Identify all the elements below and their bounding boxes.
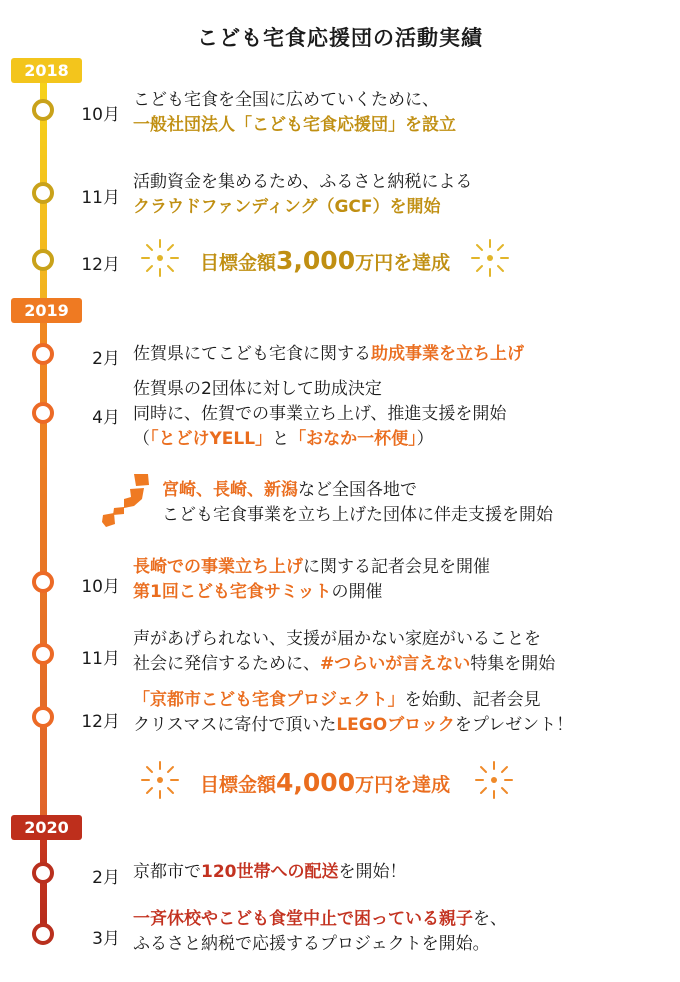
event-text: 「京都市こども宅食プロジェクト」を始動、記者会見 クリスマスに寄付で頂いたLEGOブロックをプレゼント！ bbox=[133, 690, 574, 735]
event-text: 長崎での事業立ち上げに関する記者会見を開催 第1回こども宅食サミットの開催 bbox=[133, 557, 490, 602]
page-title: こども宅食応援団の活動実績 bbox=[197, 26, 483, 50]
sparkle-icon bbox=[474, 760, 514, 800]
japan-map-icon bbox=[100, 472, 152, 528]
timeline-dot bbox=[32, 249, 54, 271]
achievement-text: 目標金額4,000万円を達成 bbox=[200, 768, 451, 797]
event-text: 一斉休校やこども食堂中止で困っている親子を、 ふるさと納税で応援するプロジェクトを開始。 bbox=[133, 909, 507, 954]
timeline-dot bbox=[32, 343, 54, 365]
event-text: 活動資金を集めるため、ふるさと納税による クラウドファンディング（GCF）を開始 bbox=[133, 172, 473, 217]
timeline-dot bbox=[32, 99, 54, 121]
timeline-dot bbox=[32, 571, 54, 593]
month-label: 10月 bbox=[81, 577, 120, 597]
timeline-dot bbox=[32, 643, 54, 665]
year-label-2018: 2018 bbox=[11, 58, 82, 83]
year-label-2019: 2019 bbox=[11, 298, 82, 323]
month-label: 12月 bbox=[81, 255, 120, 275]
month-label: 10月 bbox=[81, 105, 120, 125]
timeline-dot bbox=[32, 402, 54, 424]
month-label: 12月 bbox=[81, 712, 120, 732]
year-label-2020: 2020 bbox=[11, 815, 82, 840]
timeline-dot bbox=[32, 182, 54, 204]
sparkle-icon bbox=[470, 238, 510, 278]
event-text: 宮崎、長崎、新潟など全国各地で こども宅食事業を立ち上げた団体に伴走支援を開始 bbox=[162, 480, 553, 525]
event-text: こども宅食を全国に広めていくために、 一般社団法人「こども宅食応援団」を設立 bbox=[133, 90, 456, 135]
sparkle-icon bbox=[140, 238, 180, 278]
month-label: 2月 bbox=[92, 868, 120, 888]
month-label: 2月 bbox=[92, 349, 120, 369]
achievement-text: 目標金額3,000万円を達成 bbox=[200, 246, 451, 275]
month-label: 11月 bbox=[81, 649, 120, 669]
month-label: 4月 bbox=[92, 408, 120, 428]
event-text: 佐賀県にてこども宅食に関する助成事業を立ち上げ bbox=[133, 344, 524, 364]
timeline-dot bbox=[32, 923, 54, 945]
timeline-dot bbox=[32, 862, 54, 884]
event-text: 声があげられない、支援が届かない家庭がいることを 社会に発信するために、#つらいが言えない特集を開始 bbox=[133, 629, 556, 674]
event-text: 佐賀県の2団体に対して助成決定 同時に、佐賀での事業立ち上げ、推進支援を開始 （「とどけYELL」と「おなか一杯便」） bbox=[133, 379, 507, 449]
sparkle-icon bbox=[140, 760, 180, 800]
event-text: 京都市で120世帯への配送を開始！ bbox=[133, 862, 407, 882]
timeline-dot bbox=[32, 706, 54, 728]
month-label: 3月 bbox=[92, 929, 120, 949]
month-label: 11月 bbox=[81, 188, 120, 208]
